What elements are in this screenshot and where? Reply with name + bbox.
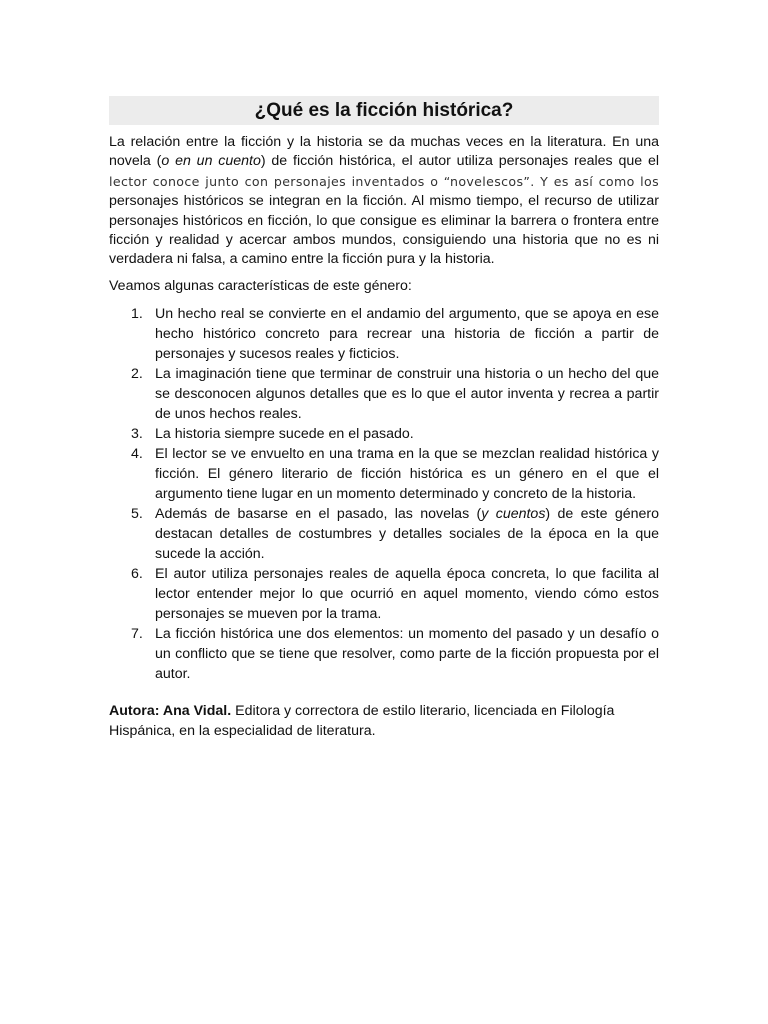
list-item — [109, 424, 659, 444]
list-item-text: Un hecho real se convierte en el andamio del argumento, que se apoya en ese hecho histórico concreto para recrear una historia de ficción a partir de personajes y sucesos reales y ficticios. — [155, 306, 659, 363]
page-title: ¿Qué es la ficción histórica? — [109, 96, 659, 125]
intro-text-1: La relación entre la ficción y la historia se da muchas veces en la literatura. En una novela ( — [109, 134, 659, 170]
list-item-number: 3. — [131, 426, 143, 443]
list-lead: Veamos algunas características de este género: — [109, 277, 412, 294]
list-item-number: 7. — [131, 626, 143, 643]
document-content — [109, 96, 659, 741]
list-item — [109, 504, 659, 564]
list-item-number: 4. — [131, 446, 143, 463]
list-item-text: La imaginación tiene que terminar de construir una historia o un hecho del que se desconocen algunos detalles que es lo que el autor inventa y recrea a partir de unos hechos reales. — [155, 366, 659, 423]
list-item — [109, 624, 659, 684]
list-item-text-after: ) de este género destacan detalles de costumbres y detalles sociales de la época en la que sucede la acción. — [155, 506, 659, 563]
list-item-number: 6. — [131, 566, 143, 583]
list-item — [109, 564, 659, 624]
intro-italic-text: o en un cuento — [161, 153, 261, 170]
author-name: Autora: Ana Vidal. — [109, 703, 232, 720]
intro-paragraph — [109, 133, 659, 270]
list-item-text: El lector se ve envuelto en una trama en la que se mezclan realidad histórica y ficción. El género literario de ficción histórica es un género en el que el argumento tiene lugar en un momento determinado y concreto de la historia. — [155, 446, 659, 503]
list-item-number: 2. — [131, 366, 143, 383]
list-item — [109, 444, 659, 504]
list-item — [109, 364, 659, 424]
list-item-italic-text: y cuentos — [481, 506, 546, 523]
list-item-number: 1. — [131, 306, 143, 323]
list-item-text: El autor utiliza personajes reales de aquella época concreta, lo que facilita al lector entender mejor lo que ocurrió en aquel momento, viendo cómo estos personajes se mueven por la trama. — [155, 566, 659, 623]
intro-text-3: lector conoce junto con personajes inventados o “novelescos”. Y es así como los — [109, 173, 659, 189]
author-bio: Editora y correctora de estilo literario, licenciada en Filología Hispánica, en la especialidad de literatura. — [109, 703, 615, 739]
author-paragraph — [109, 702, 659, 741]
list-item-text: La ficción histórica une dos elementos: un momento del pasado y un desafío o un conflicto que se tiene que resolver, como parte de la ficción propuesta por el autor. — [155, 626, 659, 683]
list-item-text: Además de basarse en el pasado, las novelas ( — [155, 506, 482, 523]
list-item-text: La historia siempre sucede en el pasado. — [155, 426, 414, 443]
list-item-number: 5. — [131, 506, 143, 523]
intro-text-2: ) de ficción histórica, el autor utiliza personajes reales que el — [260, 153, 659, 170]
list-item — [109, 304, 659, 364]
intro-text-4: personajes históricos se integran en la ficción. Al mismo tiempo, el recurso de utilizar personajes históricos en ficción, lo que consigue es eliminar la barrera o frontera entre ficción y realidad y acercar ambos mundos, consiguiendo una historia que no es ni verdadera ni falsa, a camino entre la ficción pura y la historia. — [109, 193, 659, 268]
characteristics-list — [109, 304, 659, 684]
